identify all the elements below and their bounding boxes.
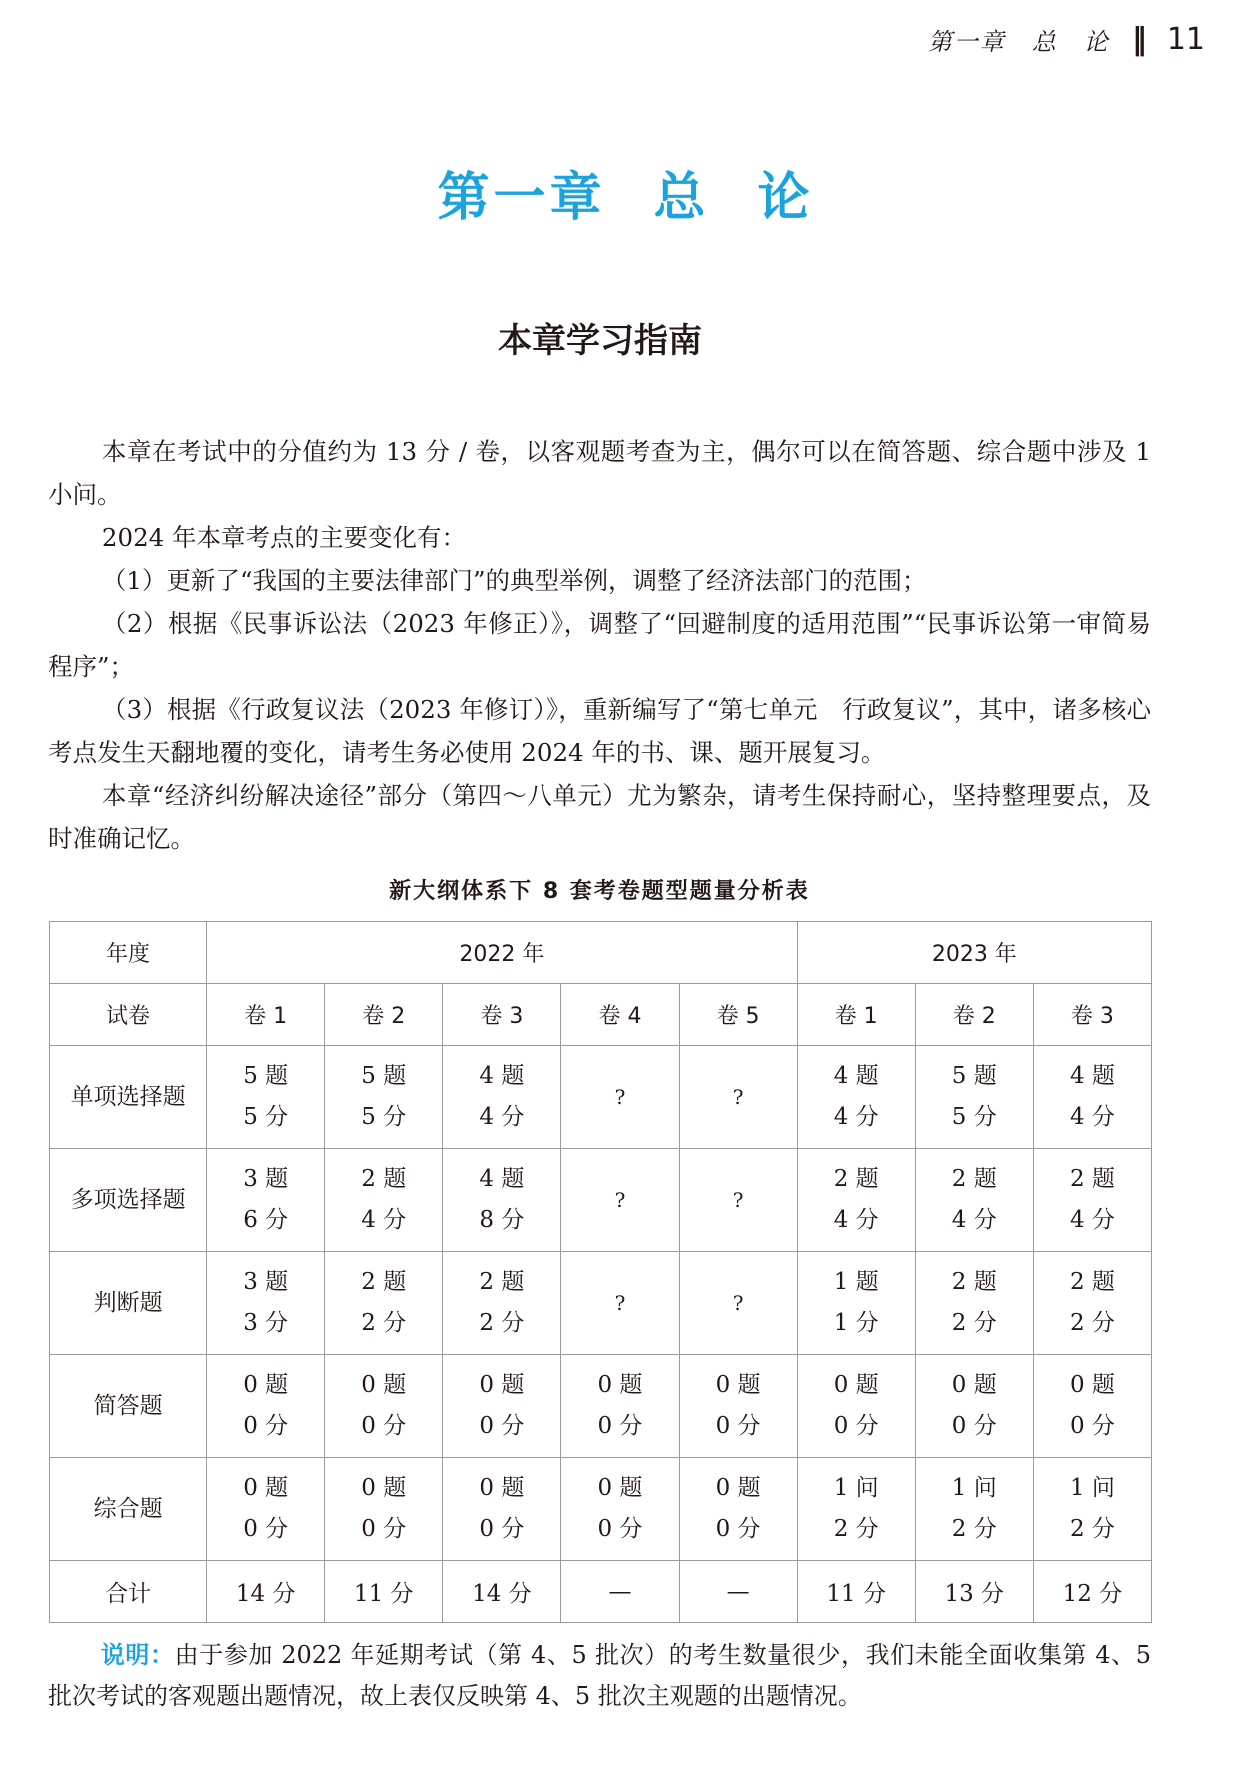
cell-line: 4 题 (833, 1063, 879, 1089)
table-cell (679, 1149, 797, 1252)
cell-line: 0 分 (243, 1413, 289, 1439)
cell-line: 5 分 (243, 1104, 289, 1130)
table-cell (797, 1149, 915, 1252)
chapter-title-part: 第一章 (437, 167, 606, 228)
total-cell: 12 分 (1033, 1561, 1151, 1623)
table-cell (915, 1149, 1033, 1252)
table-cell (325, 1355, 443, 1458)
cell-line: 0 分 (479, 1516, 525, 1542)
table-cell (679, 1046, 797, 1149)
table-cell (915, 1458, 1033, 1561)
table-cell (443, 1149, 561, 1252)
table-row (50, 1149, 1152, 1252)
cell-line: 0 题 (479, 1475, 525, 1501)
total-cell: — (679, 1561, 797, 1623)
paragraph: （3）根据《行政复议法（2023 年修订）》，重新编写了“第七单元 行政复议”，其中，诸多核心考点发生天翻地覆的变化，请考生务必使用 2024 年的书、课、题开展复习。 (48, 695, 1151, 767)
cell-line: 2 题 (833, 1166, 879, 1192)
cell-line: 4 分 (951, 1207, 997, 1233)
paper-header-row (50, 984, 1152, 1046)
cell-line: 3 题 (243, 1269, 289, 1295)
cell-line: 4 分 (1069, 1207, 1115, 1233)
paper-label: 试卷 (50, 984, 207, 1046)
cell-line: 2 题 (479, 1269, 525, 1295)
total-cell: 14 分 (443, 1561, 561, 1623)
cell-line: 0 分 (361, 1516, 407, 1542)
cell-line: 5 题 (243, 1063, 289, 1089)
row-label: 简答题 (50, 1355, 207, 1458)
table-cell (207, 1458, 325, 1561)
chapter-title-part: 论 (757, 167, 814, 228)
total-label: 合计 (50, 1561, 207, 1623)
cell-line: 1 题 (833, 1269, 879, 1295)
cell-line: ? (614, 1187, 626, 1212)
cell-line: 0 分 (1069, 1413, 1115, 1439)
cell-line: ? (614, 1290, 626, 1315)
cell-line: 0 题 (361, 1372, 407, 1398)
cell-line: ? (732, 1290, 744, 1315)
cell-line: 4 分 (361, 1207, 407, 1233)
cell-line: 2 题 (361, 1166, 407, 1192)
cell-line: 0 分 (597, 1516, 643, 1542)
cell-line: 4 分 (1069, 1104, 1115, 1130)
exam-analysis-table (49, 921, 1152, 1623)
cell-line: 0 分 (833, 1413, 879, 1439)
table-row (50, 1252, 1152, 1355)
cell-line: 1 问 (833, 1475, 879, 1501)
cell-line: ? (614, 1084, 626, 1109)
cell-line: 0 题 (243, 1475, 289, 1501)
cell-line: 5 分 (361, 1104, 407, 1130)
cell-line: 1 问 (1069, 1475, 1115, 1501)
paragraph: 本章“经济纠纷解决途径”部分（第四～八单元）尤为繁杂，请考生保持耐心，坚持整理要点，及时准确记忆。 (48, 781, 1151, 853)
cell-line: 2 题 (951, 1269, 997, 1295)
running-header (928, 22, 1205, 57)
table-cell (679, 1355, 797, 1458)
table-cell (1033, 1252, 1151, 1355)
table-row (50, 1355, 1152, 1458)
paper-header: 卷 2 (915, 984, 1033, 1046)
chapter-title (0, 155, 1251, 230)
table-cell (325, 1046, 443, 1149)
table-cell (443, 1252, 561, 1355)
table-cell (207, 1149, 325, 1252)
table-cell (325, 1458, 443, 1561)
year-2023: 2023 年 (797, 922, 1151, 984)
paper-header: 卷 5 (679, 984, 797, 1046)
table-cell (207, 1355, 325, 1458)
table-cell (1033, 1149, 1151, 1252)
paragraph: （2）根据《民事诉讼法（2023 年修正）》，调整了“回避制度的适用范围”“民事诉讼第一审简易程序”； (48, 609, 1151, 681)
table-cell (561, 1355, 679, 1458)
table-cell (207, 1046, 325, 1149)
total-cell: 11 分 (797, 1561, 915, 1623)
cell-line: 2 题 (1069, 1166, 1115, 1192)
table-cell (561, 1252, 679, 1355)
cell-line: 4 题 (479, 1063, 525, 1089)
table-cell (679, 1252, 797, 1355)
paragraph: 2024 年本章考点的主要变化有： (101, 523, 467, 552)
total-cell: 14 分 (207, 1561, 325, 1623)
cell-line: 8 分 (479, 1207, 525, 1233)
table-cell (1033, 1458, 1151, 1561)
cell-line: 2 题 (951, 1166, 997, 1192)
table-cell (443, 1046, 561, 1149)
paragraph: 本章在考试中的分值约为 13 分 / 卷，以客观题考查为主，偶尔可以在简答题、综合题中涉及 1 小问。 (48, 437, 1151, 509)
row-label: 判断题 (50, 1252, 207, 1355)
cell-line: 0 题 (1069, 1372, 1115, 1398)
cell-line: 4 分 (479, 1104, 525, 1130)
cell-line: 0 题 (715, 1475, 761, 1501)
year-2022: 2022 年 (207, 922, 798, 984)
table-cell (443, 1458, 561, 1561)
cell-line: 4 题 (1069, 1063, 1115, 1089)
paper-header: 卷 3 (1033, 984, 1151, 1046)
paper-header: 卷 2 (325, 984, 443, 1046)
table-cell (797, 1458, 915, 1561)
note-label: 说明： (100, 1641, 175, 1669)
total-cell: 11 分 (325, 1561, 443, 1623)
row-label: 单项选择题 (50, 1046, 207, 1149)
cell-line: 0 分 (597, 1413, 643, 1439)
body-text (48, 430, 1151, 860)
cell-line: 0 分 (361, 1413, 407, 1439)
chapter-title-part: 总 (653, 167, 710, 228)
cell-line: 5 题 (951, 1063, 997, 1089)
table-cell (1033, 1046, 1151, 1149)
table-cell (325, 1252, 443, 1355)
cell-line: 0 题 (833, 1372, 879, 1398)
cell-line: 4 题 (479, 1166, 525, 1192)
cell-line: 0 分 (243, 1516, 289, 1542)
cell-line: 5 题 (361, 1063, 407, 1089)
total-cell: — (561, 1561, 679, 1623)
table-cell (797, 1046, 915, 1149)
cell-line: 2 题 (1069, 1269, 1115, 1295)
paper-header: 卷 3 (443, 984, 561, 1046)
year-header-row (50, 922, 1152, 984)
cell-line: 0 题 (479, 1372, 525, 1398)
table-row (50, 1458, 1152, 1561)
cell-line: 0 分 (951, 1413, 997, 1439)
cell-line: 2 分 (1069, 1310, 1115, 1336)
cell-line: 2 分 (951, 1516, 997, 1542)
table-cell (915, 1046, 1033, 1149)
cell-line: ? (732, 1084, 744, 1109)
cell-line: 0 题 (597, 1372, 643, 1398)
paper-header: 卷 1 (207, 984, 325, 1046)
table-cell (561, 1046, 679, 1149)
table-cell (325, 1149, 443, 1252)
running-title: 第一章 总 论 (927, 28, 1110, 56)
cell-line: 2 分 (479, 1310, 525, 1336)
table-cell (915, 1355, 1033, 1458)
cell-line: 2 分 (1069, 1516, 1115, 1542)
cell-line: 0 题 (361, 1475, 407, 1501)
table-cell (561, 1149, 679, 1252)
cell-line: 0 分 (715, 1516, 761, 1542)
paper-header: 卷 1 (797, 984, 915, 1046)
total-row (50, 1561, 1152, 1623)
cell-line: 0 题 (243, 1372, 289, 1398)
separator: ‖ (1131, 22, 1147, 57)
cell-line: 5 分 (951, 1104, 997, 1130)
section-title: 本章学习指南 (498, 321, 702, 361)
table-cell (679, 1458, 797, 1561)
table-cell (797, 1355, 915, 1458)
cell-line: 0 题 (715, 1372, 761, 1398)
cell-line: 0 题 (597, 1475, 643, 1501)
cell-line: 1 问 (951, 1475, 997, 1501)
cell-line: 4 分 (833, 1207, 879, 1233)
row-label: 综合题 (50, 1458, 207, 1561)
cell-line: ? (732, 1187, 744, 1212)
paper-header: 卷 4 (561, 984, 679, 1046)
table-cell (207, 1252, 325, 1355)
cell-line: 3 分 (243, 1310, 289, 1336)
total-cell: 13 分 (915, 1561, 1033, 1623)
table-row (50, 1046, 1152, 1149)
note (48, 1635, 1151, 1717)
paragraph: （1）更新了“我国的主要法律部门”的典型举例，调整了经济法部门的范围； (101, 566, 927, 595)
table-cell (915, 1252, 1033, 1355)
page-number: 11 (1166, 22, 1205, 57)
note-text: 由于参加 2022 年延期考试（第 4、5 批次）的考生数量很少，我们未能全面收集第 4、5 批次考试的客观题出题情况，故上表仅反映第 4、5 批次主观题的出题情况。 (48, 1641, 1151, 1710)
cell-line: 1 分 (833, 1310, 879, 1336)
table-caption: 新大纲体系下 8 套考卷题型题量分析表 (389, 879, 810, 904)
year-label: 年度 (50, 922, 207, 984)
row-label: 多项选择题 (50, 1149, 207, 1252)
table-cell (443, 1355, 561, 1458)
table-cell (797, 1252, 915, 1355)
cell-line: 2 分 (361, 1310, 407, 1336)
cell-line: 6 分 (243, 1207, 289, 1233)
cell-line: 2 分 (951, 1310, 997, 1336)
cell-line: 2 题 (361, 1269, 407, 1295)
cell-line: 0 题 (951, 1372, 997, 1398)
cell-line: 0 分 (715, 1413, 761, 1439)
cell-line: 4 分 (833, 1104, 879, 1130)
cell-line: 0 分 (479, 1413, 525, 1439)
cell-line: 3 题 (243, 1166, 289, 1192)
table-cell (1033, 1355, 1151, 1458)
table-cell (561, 1458, 679, 1561)
cell-line: 2 分 (833, 1516, 879, 1542)
